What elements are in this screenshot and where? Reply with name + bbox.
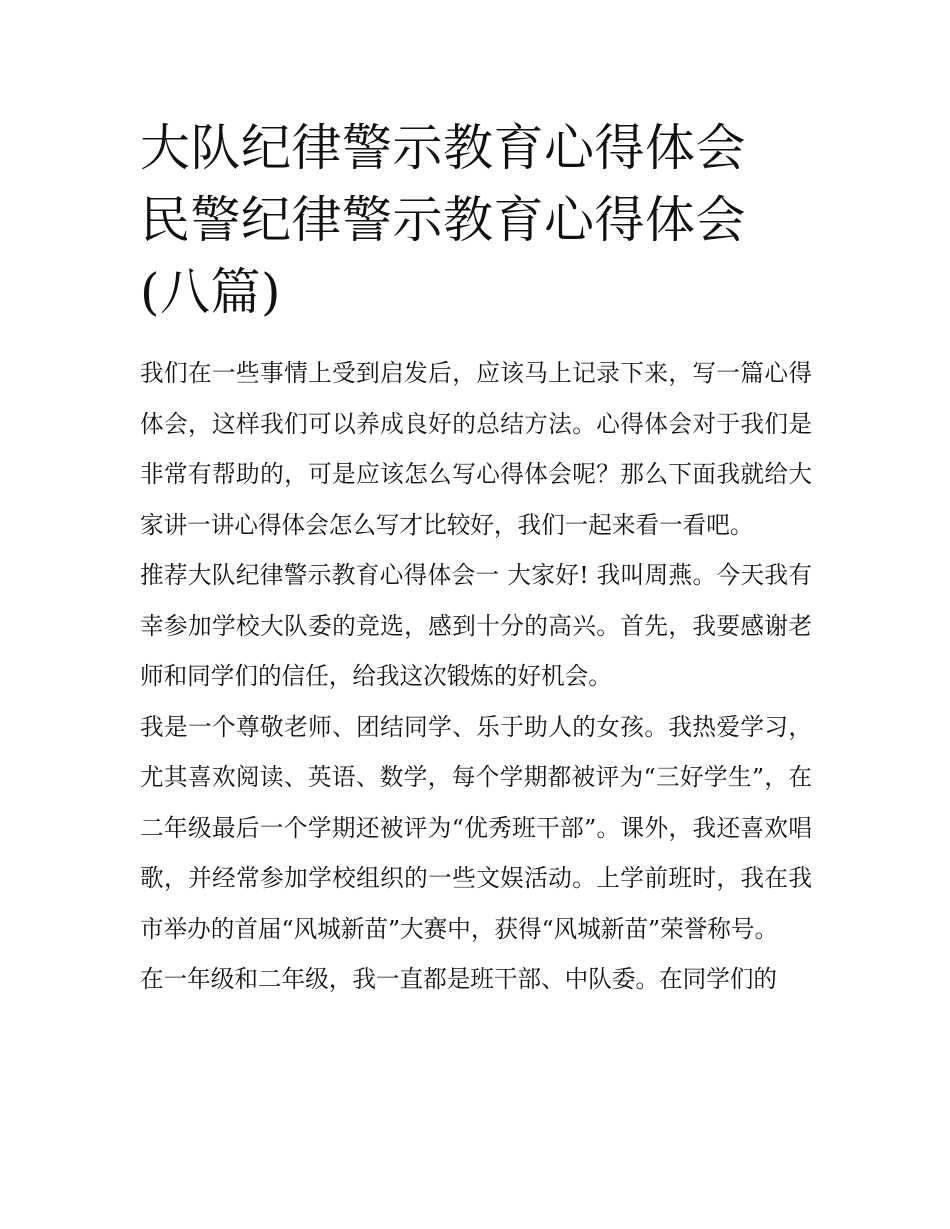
paragraph-self-intro: 我是一个尊敬老师、团结同学、乐于助人的女孩。我热爱学习，尤其喜欢阅读、英语、数学，每个学期都被评为“三好学生”，在二年级最后一个学期还被评为“优秀班干部”。课外，我还喜欢唱歌，并经常参加学校组织的一些文娱活动。上学前班时，我在我市举办的首届“风城新苗”大赛中，获得“风城新苗”荣誉称号。	[140, 712, 812, 943]
paragraph-greeting: 推荐大队纪律警示教育心得体会一 大家好! 我叫周燕。今天我有幸参加学校大队委的竞选，感到十分的高兴。首先，我要感谢老师和同学们的信任，给我这次锻炼的好机会。	[140, 561, 812, 690]
paragraph-intro: 我们在一些事情上受到启发后，应该马上记录下来，写一篇心得体会，这样我们可以养成良好的总结方法。心得体会对于我们是非常有帮助的，可是应该怎么写心得体会呢？那么下面我就给大家讲一讲心得体会怎么写才比较好，我们一起来看一看吧。	[140, 359, 812, 539]
document-title: 大队纪律警示教育心得体会 民警纪律警示教育心得体会(八篇)	[140, 119, 746, 321]
document-body	[140, 348, 812, 1005]
paragraph-experience: 在一年级和二年级，我一直都是班干部、中队委。在同学们的	[140, 965, 778, 993]
document-page	[140, 112, 812, 1005]
